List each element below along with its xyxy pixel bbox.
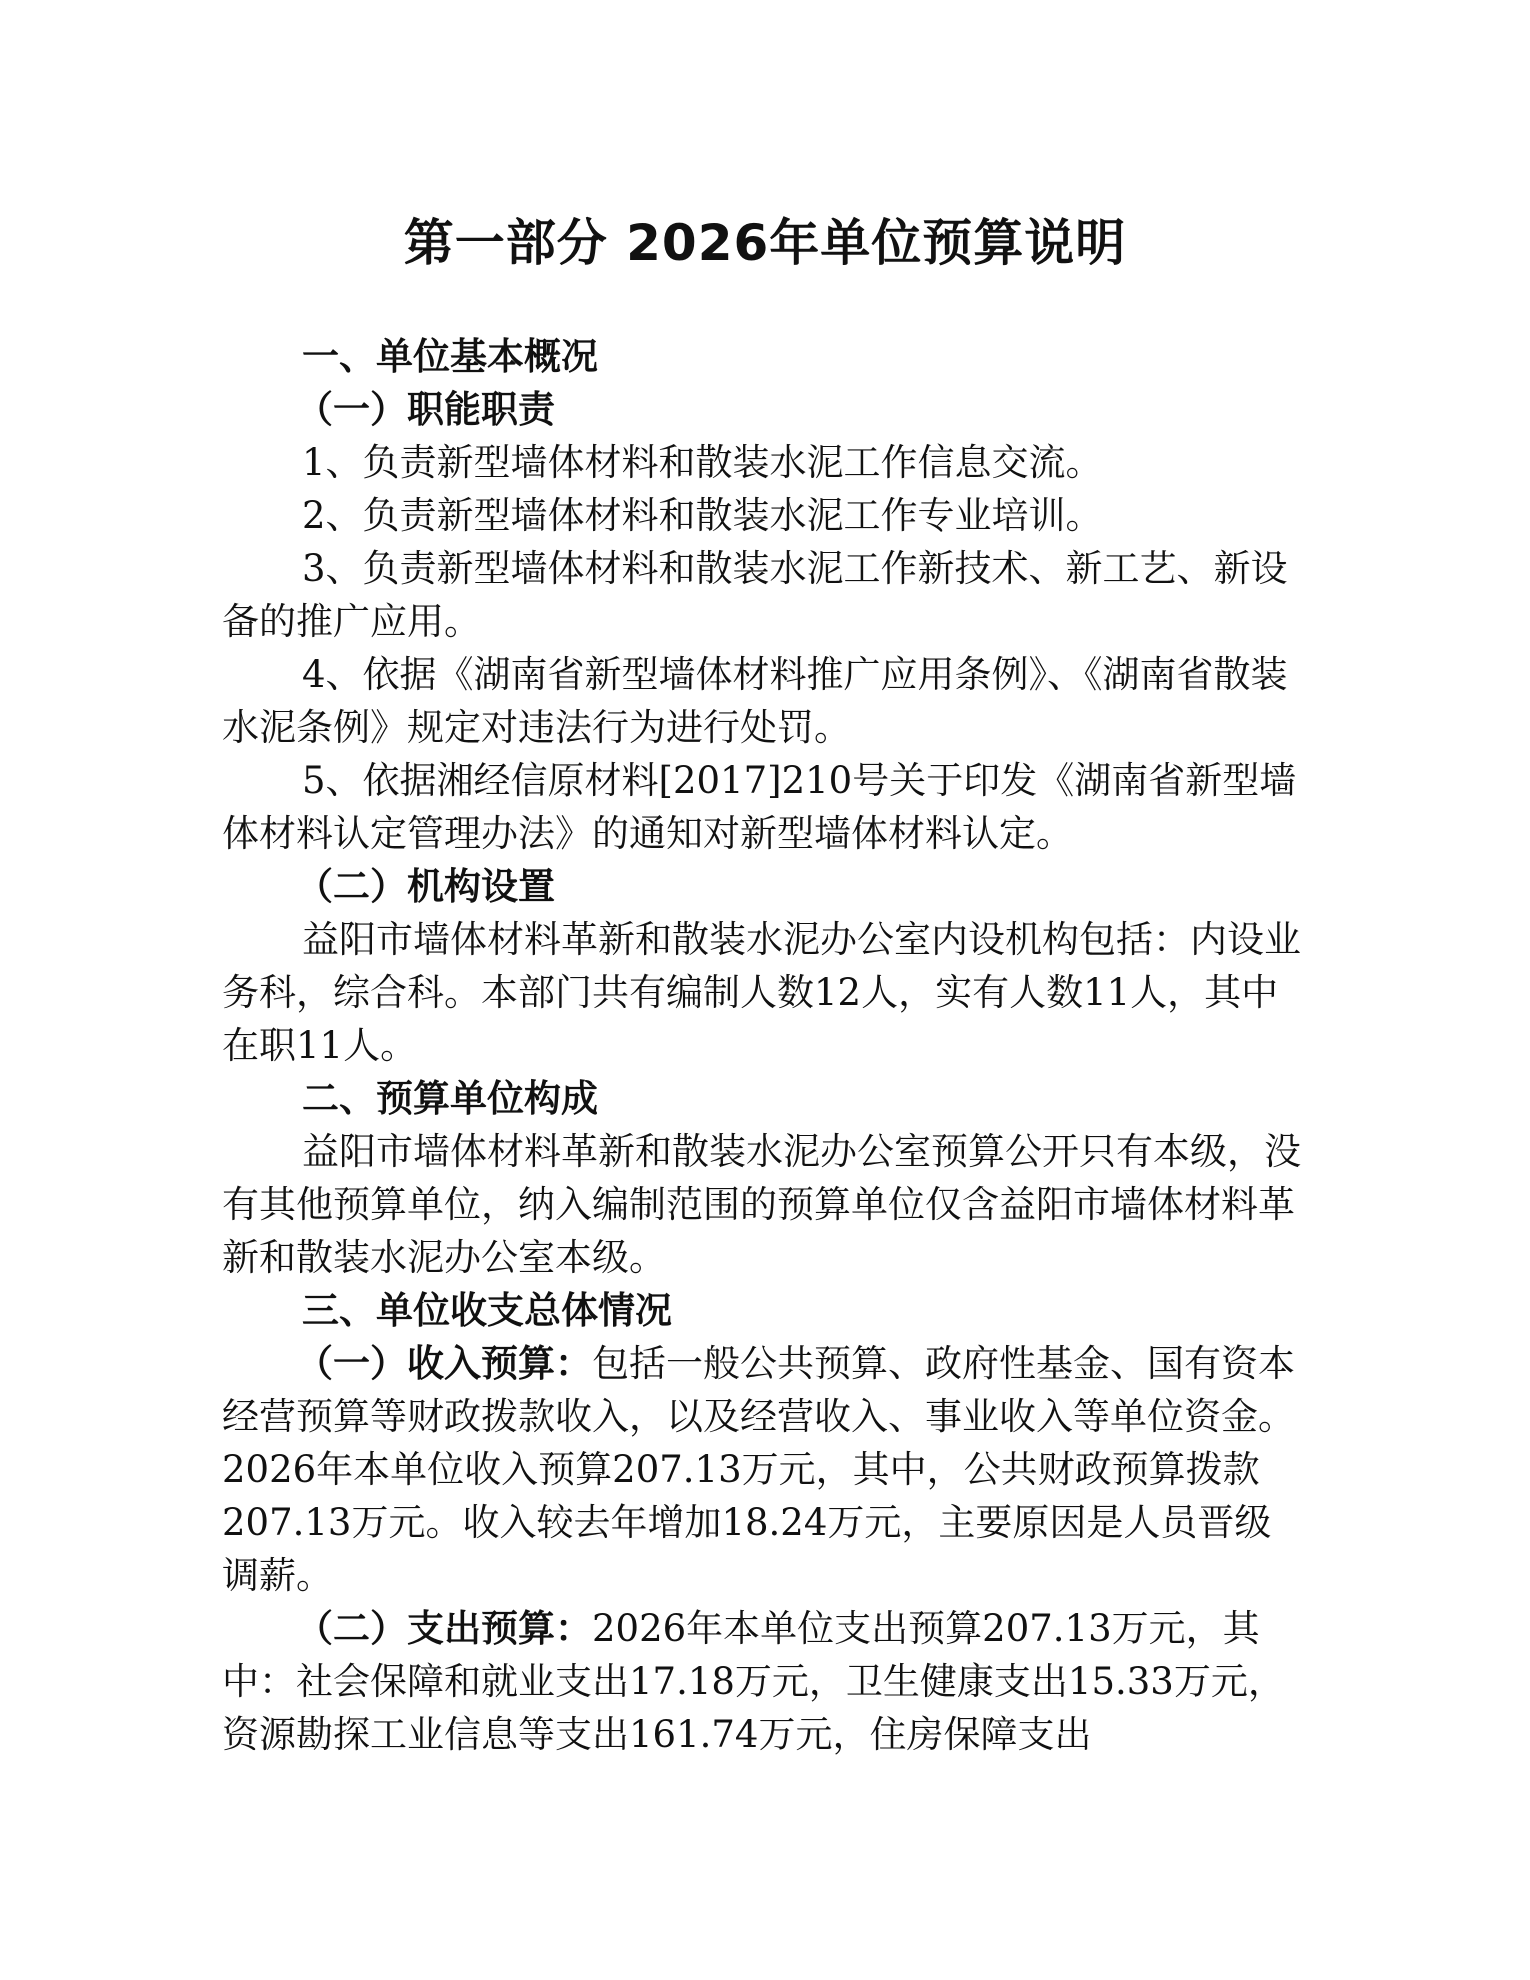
duty-item-2: 2、负责新型墙体材料和散装水泥工作专业培训。 (302, 494, 1103, 537)
duty-item-5: 5、依据湘经信原材料[2017]210号关于印发《湖南省新型墙体材料认定管理办法》的通知对新型墙体材料认定。 (222, 759, 1297, 855)
section-heading-basic-info: 一、单位基本概况 (302, 335, 598, 378)
revenue-budget-paragraph (222, 1337, 1302, 1602)
revenue-budget-text: 包括一般公共预算、政府性基金、国有资本经营预算等财政拨款收入，以及经营收入、事业收入等单位资金。2026年本单位收入预算207.13万元，其中，公共财政预算拨款207.13万元。收入较去年增加18.24万元，主要原因是人员晋级调薪。 (222, 1342, 1295, 1597)
expenditure-budget-lead: （二）支出预算： (296, 1607, 592, 1650)
duty-item-1: 1、负责新型墙体材料和散装水泥工作信息交流。 (302, 441, 1103, 484)
duty-item-4: 4、依据《湖南省新型墙体材料推广应用条例》、《湖南省散装水泥条例》规定对违法行为进行处罚。 (222, 653, 1288, 749)
expenditure-budget-text: 2026年本单位支出预算207.13万元，其中：社会保障和就业支出17.18万元，卫生健康支出15.33万元，资源勘探工业信息等支出161.74万元，住房保障支出 (222, 1607, 1285, 1756)
section-heading-budget-units: 二、预算单位构成 (302, 1077, 598, 1120)
page-title: 第一部分 2026年单位预算说明 (403, 214, 1127, 272)
document-body (222, 330, 1302, 1761)
revenue-budget-lead: （一）收入预算： (296, 1342, 592, 1385)
expenditure-budget-paragraph (222, 1602, 1302, 1761)
section-heading-revenue-expenditure: 三、单位收支总体情况 (302, 1289, 672, 1332)
subsection-heading-duties: （一）职能职责 (296, 388, 555, 431)
subsection-heading-organization: （二）机构设置 (296, 865, 555, 908)
duty-item-3: 3、负责新型墙体材料和散装水泥工作新技术、新工艺、新设备的推广应用。 (222, 547, 1288, 643)
organization-paragraph: 益阳市墙体材料革新和散装水泥办公室内设机构包括：内设业务科，综合科。本部门共有编制人数12人，实有人数11人，其中在职11人。 (222, 918, 1301, 1067)
budget-units-paragraph: 益阳市墙体材料革新和散装水泥办公室预算公开只有本级，没有其他预算单位，纳入编制范围的预算单位仅含益阳市墙体材料革新和散装水泥办公室本级。 (222, 1130, 1301, 1279)
